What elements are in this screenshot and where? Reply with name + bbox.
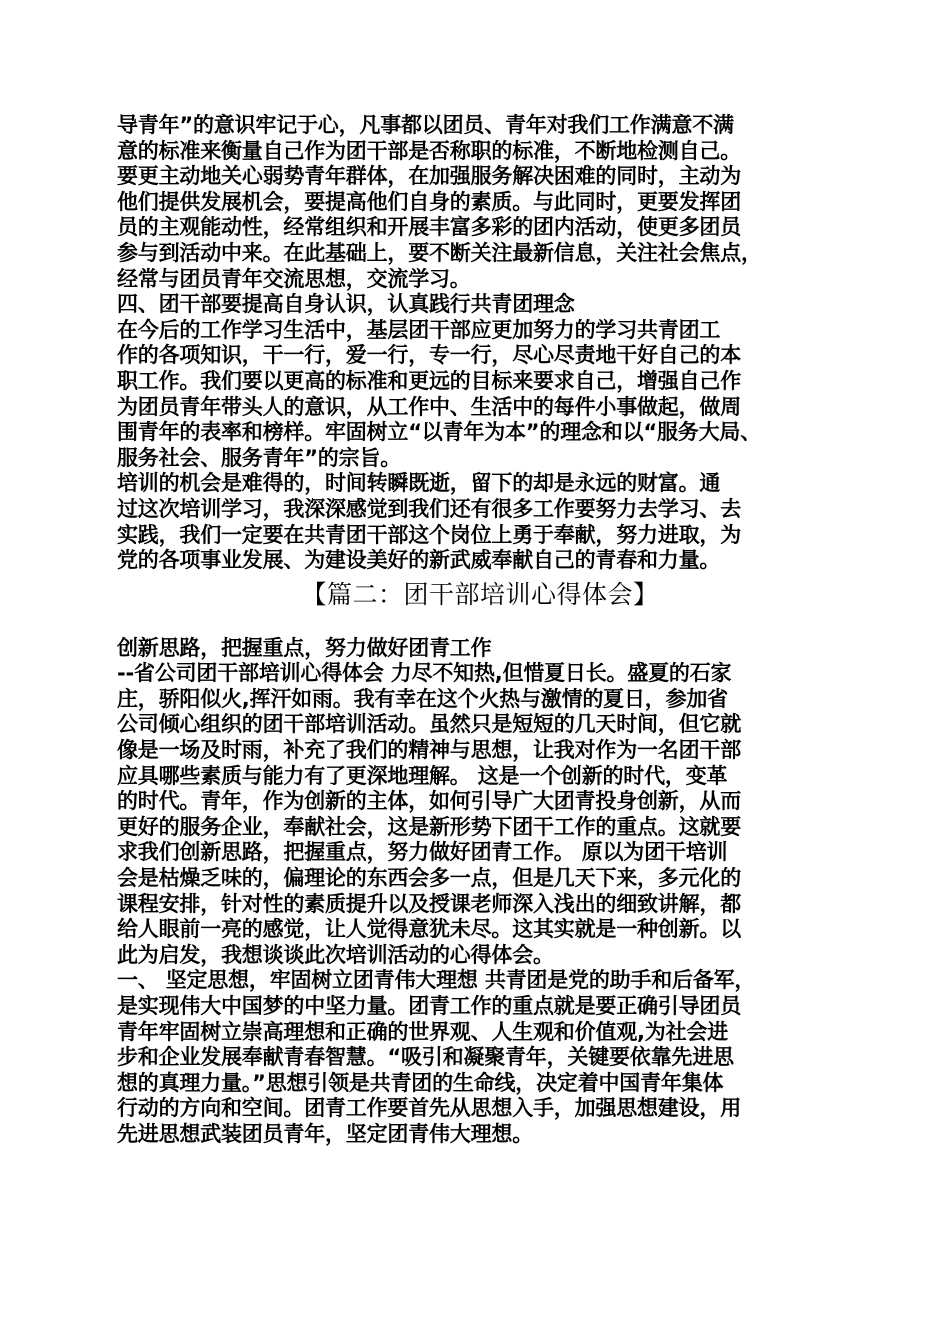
text-line: 的时代。青年，作为创新的主体，如何引导广大团青投身创新，从而 <box>117 789 741 814</box>
text-line: 实践，我们一定要在共青团干部这个岗位上勇于奉献，努力进取，为 <box>117 522 741 547</box>
text-line: 想的真理力量。”思想引领是共青团的生命线，决定着中国青年集体 <box>117 1070 724 1095</box>
text-line: 服务社会、服务青年”的宗旨。 <box>117 445 402 470</box>
text-block-part-two <box>117 636 843 1148</box>
text-line: 青年牢固树立崇高理想和正确的世界观、人生观和价值观,为社会进 <box>117 1019 728 1044</box>
text-line: 要更主动地关心弱势青年群体，在加强服务解决困难的同时，主动为 <box>117 164 741 189</box>
text-line: 应具哪些素质与能力有了更深地理解。 这是一个创新的时代，变革 <box>117 763 728 788</box>
section-heading: 【篇二：团干部培训心得体会】 <box>301 579 659 609</box>
text-block-part-one <box>117 113 843 574</box>
text-line: 员的主观能动性，经常组织和开展丰富多彩的团内活动，使更多团员 <box>117 215 741 240</box>
text-line: 行动的方向和空间。团青工作要首先从思想入手，加强思想建设，用 <box>117 1096 741 1121</box>
text-line: 培训的机会是难得的，时间转瞬既逝，留下的却是永远的财富。通 <box>117 471 721 496</box>
text-line: 一、 坚定思想，牢固树立团青伟大理想 共青团是党的助手和后备军， <box>117 968 756 993</box>
text-line: 此为启发，我想谈谈此次培训活动的心得体会。 <box>117 942 554 967</box>
text-line: 像是一场及时雨，补充了我们的精神与思想，让我对作为一名团干部 <box>117 738 741 763</box>
text-line: 更好的服务企业，奉献社会，这是新形势下团干工作的重点。这就要 <box>117 814 741 839</box>
text-line: 先进思想武装团员青年，坚定团青伟大理想。 <box>117 1121 533 1146</box>
text-line: 为团员青年带头人的意识，从工作中、生活中的每件小事做起，做周 <box>117 394 741 419</box>
text-line: 庄，骄阳似火,挥汗如雨。我有幸在这个火热与激情的夏日，参加省 <box>117 686 728 711</box>
text-line: 党的各项事业发展、为建设美好的新武威奉献自己的青春和力量。 <box>117 548 721 573</box>
text-line: 意的标准来衡量自己作为团干部是否称职的标准，不断地检测自己。 <box>117 138 741 163</box>
document-body <box>117 113 843 1148</box>
text-line: 作的各项知识，干一行，爱一行，专一行，尽心尽责地干好自己的本 <box>117 343 741 368</box>
text-line: --省公司团干部培训心得体会 力尽不知热,但惜夏日长。盛夏的石家 <box>117 661 732 686</box>
section-spacer <box>117 614 843 636</box>
text-line: 步和企业发展奉献青春智慧。“吸引和凝聚青年，关键要依靠先进思 <box>117 1045 734 1070</box>
text-line: 在今后的工作学习生活中，基层团干部应更加努力的学习共青团工 <box>117 317 721 342</box>
text-line: 求我们创新思路，把握重点，努力做好团青工作。 原以为团干培训 <box>117 840 728 865</box>
text-line: 给人眼前一亮的感觉，让人觉得意犹未尽。这其实就是一种创新。以 <box>117 917 741 942</box>
text-line: 经常与团员青年交流思想，交流学习。 <box>117 266 471 291</box>
text-line: 导青年”的意识牢记于心，凡事都以团员、青年对我们工作满意不满 <box>117 113 734 137</box>
text-line: 四、团干部要提高自身认识，认真践行共青团理念 <box>117 292 575 317</box>
text-line: 围青年的表率和榜样。牢固树立“以青年为本”的理念和以“服务大局、 <box>117 420 762 445</box>
text-line: 过这次培训学习，我深深感觉到我们还有很多工作要努力去学习、去 <box>117 496 741 521</box>
text-line: 课程安排，针对性的素质提升以及授课老师深入浅出的细致讲解，都 <box>117 891 741 916</box>
text-line: 会是枯燥乏味的，偏理论的东西会多一点，但是几天下来，多元化的 <box>117 866 741 891</box>
text-line: 职工作。我们要以更高的标准和更远的目标来要求自己，增强自己作 <box>117 368 741 393</box>
text-line: 参与到活动中来。在此基础上，要不断关注最新信息，关注社会焦点， <box>117 240 762 265</box>
text-line: 是实现伟大中国梦的中坚力量。团青工作的重点就是要正确引导团员 <box>117 994 741 1018</box>
text-line: 公司倾心组织的团干部培训活动。虽然只是短短的几天时间，但它就 <box>117 712 741 737</box>
text-line: 他们提供发展机会，要提高他们自身的素质。与此同时，更要发挥团 <box>117 189 741 214</box>
text-line: 创新思路，把握重点，努力做好团青工作 <box>117 635 492 660</box>
